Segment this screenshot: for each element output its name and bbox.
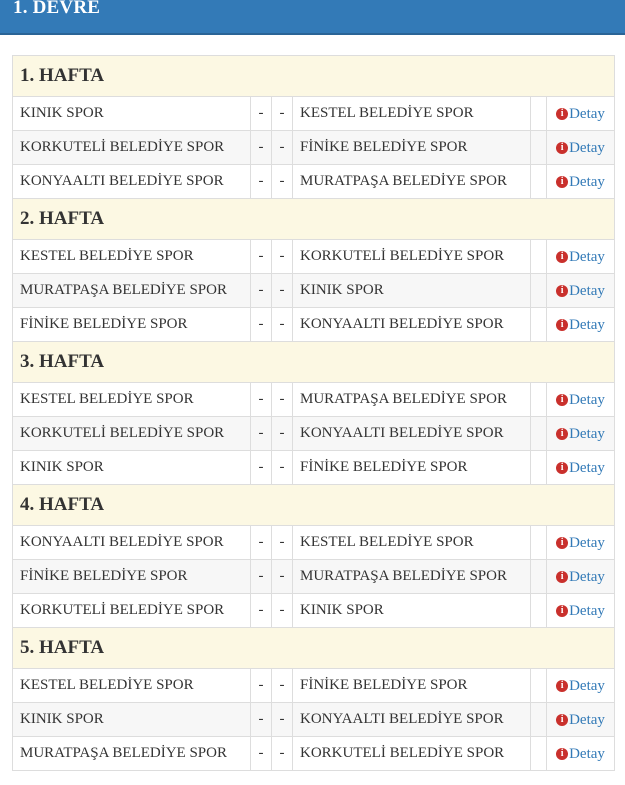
info-circle-icon: i — [556, 714, 568, 726]
detail-label: Detay — [569, 568, 605, 585]
info-circle-icon: i — [556, 108, 568, 120]
away-team: FİNİKE BELEDİYE SPOR — [293, 451, 531, 485]
away-team: FİNİKE BELEDİYE SPOR — [293, 669, 531, 703]
detail-link[interactable] — [556, 249, 605, 266]
home-score: - — [251, 703, 272, 737]
away-team: KORKUTELİ BELEDİYE SPOR — [293, 240, 531, 274]
detail-cell — [547, 560, 615, 594]
detail-link[interactable] — [556, 140, 605, 157]
week-row — [13, 485, 615, 526]
detail-cell — [547, 308, 615, 342]
empty-cell — [531, 526, 547, 560]
home-score: - — [251, 526, 272, 560]
home-score: - — [251, 240, 272, 274]
detail-cell — [547, 97, 615, 131]
home-team: FİNİKE BELEDİYE SPOR — [13, 308, 251, 342]
detail-link[interactable] — [556, 106, 605, 123]
week-title: 2. HAFTA — [13, 199, 615, 240]
home-team: KESTEL BELEDİYE SPOR — [13, 669, 251, 703]
info-circle-icon: i — [556, 319, 568, 331]
info-circle-icon: i — [556, 428, 568, 440]
detail-cell — [547, 669, 615, 703]
home-team: KINIK SPOR — [13, 451, 251, 485]
detail-cell — [547, 131, 615, 165]
away-score: - — [272, 383, 293, 417]
page-header — [0, 0, 625, 35]
detail-cell — [547, 703, 615, 737]
away-team: KORKUTELİ BELEDİYE SPOR — [293, 737, 531, 771]
detail-cell — [547, 274, 615, 308]
home-score: - — [251, 737, 272, 771]
empty-cell — [531, 594, 547, 628]
away-score: - — [272, 451, 293, 485]
match-row — [13, 669, 615, 703]
away-score: - — [272, 240, 293, 274]
detail-link[interactable] — [556, 678, 605, 695]
home-score: - — [251, 308, 272, 342]
detail-label: Detay — [569, 105, 605, 122]
empty-cell — [531, 240, 547, 274]
away-score: - — [272, 737, 293, 771]
away-score: - — [272, 308, 293, 342]
away-team: MURATPAŞA BELEDİYE SPOR — [293, 383, 531, 417]
info-circle-icon: i — [556, 285, 568, 297]
match-row — [13, 703, 615, 737]
detail-label: Detay — [569, 425, 605, 442]
detail-label: Detay — [569, 316, 605, 333]
week-row — [13, 56, 615, 97]
week-title: 4. HAFTA — [13, 485, 615, 526]
info-circle-icon: i — [556, 462, 568, 474]
week-row — [13, 628, 615, 669]
home-score: - — [251, 594, 272, 628]
detail-link[interactable] — [556, 535, 605, 552]
home-score: - — [251, 274, 272, 308]
empty-cell — [531, 451, 547, 485]
week-title: 5. HAFTA — [13, 628, 615, 669]
match-row — [13, 308, 615, 342]
detail-label: Detay — [569, 459, 605, 476]
match-row — [13, 97, 615, 131]
home-team: FİNİKE BELEDİYE SPOR — [13, 560, 251, 594]
away-team: KINIK SPOR — [293, 594, 531, 628]
home-team: KINIK SPOR — [13, 97, 251, 131]
home-team: KORKUTELİ BELEDİYE SPOR — [13, 594, 251, 628]
home-team: KESTEL BELEDİYE SPOR — [13, 240, 251, 274]
detail-link[interactable] — [556, 569, 605, 586]
empty-cell — [531, 131, 547, 165]
detail-link[interactable] — [556, 283, 605, 300]
match-row — [13, 594, 615, 628]
empty-cell — [531, 560, 547, 594]
match-row — [13, 560, 615, 594]
detail-cell — [547, 383, 615, 417]
detail-cell — [547, 526, 615, 560]
match-row — [13, 165, 615, 199]
away-score: - — [272, 131, 293, 165]
away-team: KESTEL BELEDİYE SPOR — [293, 97, 531, 131]
info-circle-icon: i — [556, 680, 568, 692]
info-circle-icon: i — [556, 176, 568, 188]
away-score: - — [272, 97, 293, 131]
away-team: KONYAALTI BELEDİYE SPOR — [293, 417, 531, 451]
detail-cell — [547, 737, 615, 771]
home-score: - — [251, 383, 272, 417]
fixture-body — [13, 56, 615, 771]
detail-cell — [547, 165, 615, 199]
away-team: MURATPAŞA BELEDİYE SPOR — [293, 165, 531, 199]
away-score: - — [272, 526, 293, 560]
empty-cell — [531, 737, 547, 771]
away-score: - — [272, 594, 293, 628]
info-circle-icon: i — [556, 605, 568, 617]
detail-link[interactable] — [556, 174, 605, 191]
detail-cell — [547, 594, 615, 628]
empty-cell — [531, 669, 547, 703]
detail-cell — [547, 417, 615, 451]
home-team: KORKUTELİ BELEDİYE SPOR — [13, 131, 251, 165]
away-team: KINIK SPOR — [293, 274, 531, 308]
home-score: - — [251, 669, 272, 703]
home-score: - — [251, 560, 272, 594]
away-score: - — [272, 703, 293, 737]
detail-label: Detay — [569, 711, 605, 728]
away-score: - — [272, 669, 293, 703]
away-team: KESTEL BELEDİYE SPOR — [293, 526, 531, 560]
away-score: - — [272, 417, 293, 451]
away-score: - — [272, 560, 293, 594]
week-title: 1. HAFTA — [13, 56, 615, 97]
detail-cell — [547, 240, 615, 274]
detail-link[interactable] — [556, 460, 605, 477]
empty-cell — [531, 417, 547, 451]
home-score: - — [251, 417, 272, 451]
detail-label: Detay — [569, 534, 605, 551]
home-team: KESTEL BELEDİYE SPOR — [13, 383, 251, 417]
detail-link[interactable] — [556, 746, 605, 763]
week-row — [13, 199, 615, 240]
empty-cell — [531, 308, 547, 342]
info-circle-icon: i — [556, 142, 568, 154]
detail-link[interactable] — [556, 392, 605, 409]
fixture-table — [12, 55, 615, 771]
detail-label: Detay — [569, 602, 605, 619]
detail-link[interactable] — [556, 426, 605, 443]
empty-cell — [531, 703, 547, 737]
detail-label: Detay — [569, 248, 605, 265]
empty-cell — [531, 383, 547, 417]
match-row — [13, 383, 615, 417]
empty-cell — [531, 274, 547, 308]
away-team: MURATPAŞA BELEDİYE SPOR — [293, 560, 531, 594]
match-row — [13, 526, 615, 560]
info-circle-icon: i — [556, 571, 568, 583]
match-row — [13, 451, 615, 485]
week-row — [13, 342, 615, 383]
away-team: KONYAALTI BELEDİYE SPOR — [293, 703, 531, 737]
detail-label: Detay — [569, 173, 605, 190]
home-team: KONYAALTI BELEDİYE SPOR — [13, 165, 251, 199]
away-score: - — [272, 165, 293, 199]
empty-cell — [531, 97, 547, 131]
detail-link[interactable] — [556, 712, 605, 729]
info-circle-icon: i — [556, 537, 568, 549]
detail-link[interactable] — [556, 603, 605, 620]
detail-label: Detay — [569, 391, 605, 408]
away-score: - — [272, 274, 293, 308]
home-team: MURATPAŞA BELEDİYE SPOR — [13, 737, 251, 771]
detail-label: Detay — [569, 282, 605, 299]
detail-label: Detay — [569, 677, 605, 694]
match-row — [13, 131, 615, 165]
detail-label: Detay — [569, 745, 605, 762]
week-title: 3. HAFTA — [13, 342, 615, 383]
match-row — [13, 737, 615, 771]
match-row — [13, 240, 615, 274]
away-team: FİNİKE BELEDİYE SPOR — [293, 131, 531, 165]
info-circle-icon: i — [556, 748, 568, 760]
match-row — [13, 274, 615, 308]
home-score: - — [251, 165, 272, 199]
home-team: KORKUTELİ BELEDİYE SPOR — [13, 417, 251, 451]
info-circle-icon: i — [556, 394, 568, 406]
home-team: KONYAALTI BELEDİYE SPOR — [13, 526, 251, 560]
match-row — [13, 417, 615, 451]
empty-cell — [531, 165, 547, 199]
away-team: KONYAALTI BELEDİYE SPOR — [293, 308, 531, 342]
home-team: MURATPAŞA BELEDİYE SPOR — [13, 274, 251, 308]
home-score: - — [251, 131, 272, 165]
home-score: - — [251, 451, 272, 485]
page-title: 1. DEVRE — [13, 0, 101, 18]
detail-cell — [547, 451, 615, 485]
home-team: KINIK SPOR — [13, 703, 251, 737]
home-score: - — [251, 97, 272, 131]
detail-link[interactable] — [556, 317, 605, 334]
info-circle-icon: i — [556, 251, 568, 263]
detail-label: Detay — [569, 139, 605, 156]
